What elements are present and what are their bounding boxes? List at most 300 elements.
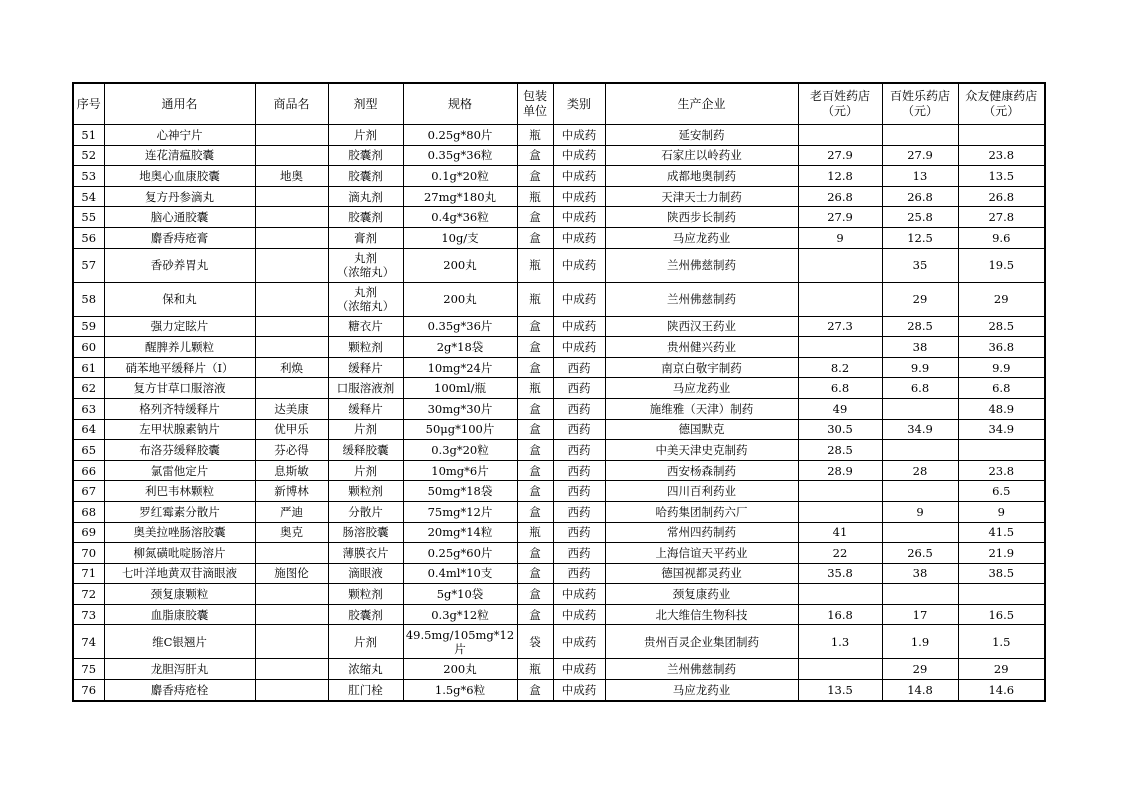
cell-category: 中成药 — [553, 680, 605, 701]
header-index: 序号 — [73, 83, 104, 125]
table-row — [73, 501, 1045, 522]
cell-manufacturer: 兰州佛慈制药 — [605, 248, 798, 282]
cell-manufacturer: 施维雅（天津）制药 — [605, 398, 798, 419]
cell-category: 西药 — [553, 522, 605, 543]
table-row — [73, 680, 1045, 701]
cell-dosage-form: 颗粒剂 — [328, 337, 403, 358]
cell-price-laobaixing: 27.9 — [798, 145, 882, 166]
header-dosage-form: 剂型 — [328, 83, 403, 125]
cell-dosage-form: 丸剂 （浓缩丸） — [328, 248, 403, 282]
cell-index: 76 — [73, 680, 104, 701]
cell-generic-name: 七叶洋地黄双苷滴眼液 — [104, 563, 255, 584]
cell-package-unit: 瓶 — [517, 125, 553, 146]
cell-specification: 27mg*180丸 — [403, 186, 517, 207]
cell-category: 西药 — [553, 543, 605, 564]
cell-brand-name — [255, 680, 328, 701]
cell-brand-name: 地奥 — [255, 166, 328, 187]
cell-price-baixingle: 12.5 — [882, 227, 958, 248]
cell-price-laobaixing: 27.9 — [798, 207, 882, 228]
cell-index: 54 — [73, 186, 104, 207]
cell-package-unit: 瓶 — [517, 659, 553, 680]
cell-price-laobaixing: 6.8 — [798, 378, 882, 399]
cell-price-zhongyou: 9 — [958, 501, 1045, 522]
cell-price-baixingle: 13 — [882, 166, 958, 187]
cell-price-laobaixing: 26.8 — [798, 186, 882, 207]
cell-price-baixingle: 26.5 — [882, 543, 958, 564]
cell-dosage-form: 片剂 — [328, 460, 403, 481]
cell-dosage-form: 肠溶胶囊 — [328, 522, 403, 543]
cell-price-zhongyou: 23.8 — [958, 460, 1045, 481]
cell-price-laobaixing: 16.8 — [798, 604, 882, 625]
cell-index: 70 — [73, 543, 104, 564]
cell-specification: 30mg*30片 — [403, 398, 517, 419]
header-category: 类别 — [553, 83, 605, 125]
cell-price-zhongyou: 41.5 — [958, 522, 1045, 543]
cell-dosage-form: 滴眼液 — [328, 563, 403, 584]
cell-dosage-form: 膏剂 — [328, 227, 403, 248]
cell-category: 西药 — [553, 440, 605, 461]
cell-category: 西药 — [553, 378, 605, 399]
cell-price-zhongyou: 9.6 — [958, 227, 1045, 248]
cell-dosage-form: 缓释胶囊 — [328, 440, 403, 461]
cell-price-baixingle: 9.9 — [882, 357, 958, 378]
cell-price-baixingle — [882, 481, 958, 502]
cell-brand-name: 利焕 — [255, 357, 328, 378]
cell-index: 75 — [73, 659, 104, 680]
cell-dosage-form: 滴丸剂 — [328, 186, 403, 207]
cell-dosage-form: 胶囊剂 — [328, 207, 403, 228]
cell-dosage-form: 胶囊剂 — [328, 604, 403, 625]
cell-category: 中成药 — [553, 207, 605, 228]
cell-price-zhongyou: 29 — [958, 282, 1045, 316]
cell-package-unit: 盒 — [517, 501, 553, 522]
cell-price-laobaixing — [798, 282, 882, 316]
cell-brand-name — [255, 378, 328, 399]
cell-brand-name: 严迪 — [255, 501, 328, 522]
cell-brand-name: 息斯敏 — [255, 460, 328, 481]
cell-package-unit: 盒 — [517, 543, 553, 564]
cell-index: 60 — [73, 337, 104, 358]
table-row — [73, 186, 1045, 207]
cell-index: 59 — [73, 316, 104, 337]
cell-index: 57 — [73, 248, 104, 282]
cell-index: 51 — [73, 125, 104, 146]
cell-specification: 10mg*6片 — [403, 460, 517, 481]
cell-package-unit: 瓶 — [517, 282, 553, 316]
table-row — [73, 398, 1045, 419]
cell-price-baixingle: 6.8 — [882, 378, 958, 399]
header-price-baixingle: 百姓乐药店 （元） — [882, 83, 958, 125]
cell-package-unit: 瓶 — [517, 248, 553, 282]
cell-price-zhongyou: 23.8 — [958, 145, 1045, 166]
cell-generic-name: 氯雷他定片 — [104, 460, 255, 481]
cell-price-laobaixing: 28.5 — [798, 440, 882, 461]
cell-price-zhongyou: 6.8 — [958, 378, 1045, 399]
cell-specification: 5g*10袋 — [403, 584, 517, 605]
cell-price-zhongyou: 29 — [958, 659, 1045, 680]
cell-category: 中成药 — [553, 337, 605, 358]
cell-package-unit: 盒 — [517, 680, 553, 701]
cell-brand-name — [255, 186, 328, 207]
cell-price-laobaixing — [798, 125, 882, 146]
table-body — [73, 125, 1045, 701]
cell-category: 中成药 — [553, 166, 605, 187]
cell-category: 西药 — [553, 460, 605, 481]
cell-manufacturer: 成都地奥制药 — [605, 166, 798, 187]
cell-brand-name — [255, 604, 328, 625]
cell-manufacturer: 西安杨森制药 — [605, 460, 798, 481]
cell-manufacturer: 常州四药制药 — [605, 522, 798, 543]
cell-package-unit: 袋 — [517, 625, 553, 659]
cell-generic-name: 麝香痔疮膏 — [104, 227, 255, 248]
cell-category: 西药 — [553, 501, 605, 522]
cell-index: 56 — [73, 227, 104, 248]
cell-brand-name — [255, 316, 328, 337]
cell-brand-name — [255, 625, 328, 659]
cell-generic-name: 保和丸 — [104, 282, 255, 316]
cell-dosage-form: 缓释片 — [328, 357, 403, 378]
cell-price-zhongyou: 16.5 — [958, 604, 1045, 625]
cell-price-zhongyou — [958, 440, 1045, 461]
cell-package-unit: 盒 — [517, 145, 553, 166]
cell-category: 中成药 — [553, 145, 605, 166]
cell-price-laobaixing: 8.2 — [798, 357, 882, 378]
cell-price-baixingle: 29 — [882, 282, 958, 316]
cell-brand-name — [255, 584, 328, 605]
cell-specification: 200丸 — [403, 282, 517, 316]
cell-generic-name: 利巴韦林颗粒 — [104, 481, 255, 502]
cell-price-laobaixing — [798, 481, 882, 502]
cell-package-unit: 盒 — [517, 584, 553, 605]
cell-price-baixingle: 14.8 — [882, 680, 958, 701]
cell-index: 58 — [73, 282, 104, 316]
cell-brand-name — [255, 227, 328, 248]
table-row — [73, 659, 1045, 680]
cell-price-zhongyou: 14.6 — [958, 680, 1045, 701]
cell-price-laobaixing: 12.8 — [798, 166, 882, 187]
cell-brand-name: 达美康 — [255, 398, 328, 419]
cell-manufacturer: 陕西步长制药 — [605, 207, 798, 228]
cell-price-laobaixing: 1.3 — [798, 625, 882, 659]
cell-index: 63 — [73, 398, 104, 419]
table-row — [73, 207, 1045, 228]
cell-category: 西药 — [553, 481, 605, 502]
cell-category: 中成药 — [553, 316, 605, 337]
table-row — [73, 584, 1045, 605]
table-row — [73, 248, 1045, 282]
cell-price-laobaixing — [798, 501, 882, 522]
cell-dosage-form: 丸剂 （浓缩丸） — [328, 282, 403, 316]
cell-generic-name: 香砂养胃丸 — [104, 248, 255, 282]
cell-category: 中成药 — [553, 248, 605, 282]
cell-specification: 0.35g*36粒 — [403, 145, 517, 166]
cell-specification: 0.3g*20粒 — [403, 440, 517, 461]
cell-manufacturer: 德国默克 — [605, 419, 798, 440]
cell-price-zhongyou: 9.9 — [958, 357, 1045, 378]
cell-generic-name: 左甲状腺素钠片 — [104, 419, 255, 440]
cell-specification: 0.4ml*10支 — [403, 563, 517, 584]
cell-package-unit: 盒 — [517, 316, 553, 337]
cell-dosage-form: 颗粒剂 — [328, 584, 403, 605]
cell-price-zhongyou: 28.5 — [958, 316, 1045, 337]
cell-specification: 200丸 — [403, 248, 517, 282]
cell-manufacturer: 贵州百灵企业集团制药 — [605, 625, 798, 659]
cell-brand-name — [255, 207, 328, 228]
cell-price-zhongyou: 13.5 — [958, 166, 1045, 187]
cell-index: 67 — [73, 481, 104, 502]
cell-manufacturer: 北大维信生物科技 — [605, 604, 798, 625]
cell-index: 72 — [73, 584, 104, 605]
table-row — [73, 460, 1045, 481]
cell-specification: 200丸 — [403, 659, 517, 680]
cell-price-baixingle: 29 — [882, 659, 958, 680]
header-row — [73, 83, 1045, 125]
table-row — [73, 440, 1045, 461]
header-package-unit: 包装 单位 — [517, 83, 553, 125]
table-row — [73, 378, 1045, 399]
table-row — [73, 604, 1045, 625]
table-row — [73, 145, 1045, 166]
cell-price-baixingle — [882, 522, 958, 543]
cell-manufacturer: 兰州佛慈制药 — [605, 282, 798, 316]
cell-manufacturer: 兰州佛慈制药 — [605, 659, 798, 680]
cell-price-zhongyou: 48.9 — [958, 398, 1045, 419]
cell-specification: 1.5g*6粒 — [403, 680, 517, 701]
cell-price-laobaixing: 22 — [798, 543, 882, 564]
cell-category: 西药 — [553, 398, 605, 419]
cell-dosage-form: 片剂 — [328, 419, 403, 440]
cell-package-unit: 盒 — [517, 563, 553, 584]
cell-brand-name — [255, 248, 328, 282]
cell-category: 中成药 — [553, 584, 605, 605]
cell-category: 中成药 — [553, 227, 605, 248]
cell-specification: 0.4g*36粒 — [403, 207, 517, 228]
cell-category: 中成药 — [553, 282, 605, 316]
cell-package-unit: 盒 — [517, 419, 553, 440]
cell-index: 62 — [73, 378, 104, 399]
cell-specification: 0.35g*36片 — [403, 316, 517, 337]
cell-price-laobaixing: 28.9 — [798, 460, 882, 481]
cell-brand-name — [255, 337, 328, 358]
cell-specification: 0.25g*80片 — [403, 125, 517, 146]
table-row — [73, 125, 1045, 146]
cell-price-laobaixing: 13.5 — [798, 680, 882, 701]
cell-price-laobaixing — [798, 248, 882, 282]
cell-generic-name: 龙胆泻肝丸 — [104, 659, 255, 680]
cell-manufacturer: 天津天士力制药 — [605, 186, 798, 207]
cell-manufacturer: 颈复康药业 — [605, 584, 798, 605]
cell-package-unit: 盒 — [517, 460, 553, 481]
cell-price-baixingle: 25.8 — [882, 207, 958, 228]
cell-category: 中成药 — [553, 125, 605, 146]
cell-price-zhongyou: 36.8 — [958, 337, 1045, 358]
table-row — [73, 419, 1045, 440]
table-row — [73, 543, 1045, 564]
cell-index: 69 — [73, 522, 104, 543]
cell-generic-name: 罗红霉素分散片 — [104, 501, 255, 522]
cell-brand-name: 施图伦 — [255, 563, 328, 584]
table-row — [73, 625, 1045, 659]
cell-generic-name: 强力定眩片 — [104, 316, 255, 337]
cell-package-unit: 盒 — [517, 398, 553, 419]
cell-index: 68 — [73, 501, 104, 522]
cell-price-baixingle: 9 — [882, 501, 958, 522]
cell-manufacturer: 上海信谊天平药业 — [605, 543, 798, 564]
cell-price-laobaixing: 30.5 — [798, 419, 882, 440]
cell-index: 74 — [73, 625, 104, 659]
cell-specification: 100ml/瓶 — [403, 378, 517, 399]
header-generic-name: 通用名 — [104, 83, 255, 125]
cell-manufacturer: 南京白敬宇制药 — [605, 357, 798, 378]
cell-package-unit: 盒 — [517, 604, 553, 625]
cell-price-zhongyou: 27.8 — [958, 207, 1045, 228]
cell-price-baixingle — [882, 584, 958, 605]
cell-price-laobaixing — [798, 584, 882, 605]
cell-generic-name: 奥美拉唑肠溶胶囊 — [104, 522, 255, 543]
cell-price-baixingle: 38 — [882, 337, 958, 358]
cell-dosage-form: 浓缩丸 — [328, 659, 403, 680]
cell-package-unit: 瓶 — [517, 378, 553, 399]
cell-package-unit: 盒 — [517, 166, 553, 187]
cell-manufacturer: 贵州健兴药业 — [605, 337, 798, 358]
cell-price-baixingle — [882, 440, 958, 461]
cell-dosage-form: 胶囊剂 — [328, 166, 403, 187]
cell-price-laobaixing — [798, 337, 882, 358]
cell-manufacturer: 延安制药 — [605, 125, 798, 146]
cell-manufacturer: 德国视都灵药业 — [605, 563, 798, 584]
cell-price-laobaixing: 49 — [798, 398, 882, 419]
cell-generic-name: 醒脾养儿颗粒 — [104, 337, 255, 358]
header-price-zhongyou: 众友健康药店 （元） — [958, 83, 1045, 125]
cell-price-baixingle: 28 — [882, 460, 958, 481]
cell-price-laobaixing — [798, 659, 882, 680]
cell-manufacturer: 中美天津史克制药 — [605, 440, 798, 461]
cell-category: 中成药 — [553, 186, 605, 207]
cell-generic-name: 维C银翘片 — [104, 625, 255, 659]
cell-index: 71 — [73, 563, 104, 584]
cell-brand-name — [255, 543, 328, 564]
cell-price-baixingle: 38 — [882, 563, 958, 584]
cell-specification: 20mg*14粒 — [403, 522, 517, 543]
cell-package-unit: 瓶 — [517, 186, 553, 207]
cell-category: 西药 — [553, 357, 605, 378]
cell-index: 55 — [73, 207, 104, 228]
cell-dosage-form: 糖衣片 — [328, 316, 403, 337]
cell-specification: 0.3g*12粒 — [403, 604, 517, 625]
cell-brand-name — [255, 145, 328, 166]
cell-brand-name: 奥克 — [255, 522, 328, 543]
cell-specification: 0.1g*20粒 — [403, 166, 517, 187]
cell-manufacturer: 哈药集团制药六厂 — [605, 501, 798, 522]
cell-index: 61 — [73, 357, 104, 378]
table-row — [73, 563, 1045, 584]
cell-package-unit: 盒 — [517, 207, 553, 228]
cell-generic-name: 地奥心血康胶囊 — [104, 166, 255, 187]
cell-dosage-form: 胶囊剂 — [328, 145, 403, 166]
cell-price-laobaixing: 41 — [798, 522, 882, 543]
cell-package-unit: 盒 — [517, 481, 553, 502]
cell-category: 西药 — [553, 563, 605, 584]
cell-generic-name: 格列齐特缓释片 — [104, 398, 255, 419]
cell-category: 西药 — [553, 419, 605, 440]
header-price-laobaixing: 老百姓药店 （元） — [798, 83, 882, 125]
cell-manufacturer: 石家庄以岭药业 — [605, 145, 798, 166]
cell-price-zhongyou: 38.5 — [958, 563, 1045, 584]
table-row — [73, 316, 1045, 337]
cell-price-baixingle: 34.9 — [882, 419, 958, 440]
table-row — [73, 522, 1045, 543]
cell-price-baixingle: 35 — [882, 248, 958, 282]
cell-specification: 10g/支 — [403, 227, 517, 248]
cell-dosage-form: 肛门栓 — [328, 680, 403, 701]
table-row — [73, 337, 1045, 358]
cell-brand-name — [255, 282, 328, 316]
cell-index: 53 — [73, 166, 104, 187]
cell-price-zhongyou — [958, 584, 1045, 605]
cell-price-baixingle — [882, 398, 958, 419]
cell-price-zhongyou: 26.8 — [958, 186, 1045, 207]
cell-package-unit: 盒 — [517, 440, 553, 461]
cell-dosage-form: 口服溶液剂 — [328, 378, 403, 399]
cell-specification: 0.25g*60片 — [403, 543, 517, 564]
header-specification: 规格 — [403, 83, 517, 125]
cell-dosage-form: 缓释片 — [328, 398, 403, 419]
cell-dosage-form: 分散片 — [328, 501, 403, 522]
cell-specification: 10mg*24片 — [403, 357, 517, 378]
cell-index: 66 — [73, 460, 104, 481]
cell-specification: 2g*18袋 — [403, 337, 517, 358]
drug-price-table — [72, 82, 1046, 702]
cell-generic-name: 心神宁片 — [104, 125, 255, 146]
cell-index: 52 — [73, 145, 104, 166]
cell-generic-name: 布洛芬缓释胶囊 — [104, 440, 255, 461]
cell-price-zhongyou: 6.5 — [958, 481, 1045, 502]
header-manufacturer: 生产企业 — [605, 83, 798, 125]
cell-brand-name — [255, 125, 328, 146]
cell-package-unit: 盒 — [517, 357, 553, 378]
cell-manufacturer: 陕西汉王药业 — [605, 316, 798, 337]
table-row — [73, 166, 1045, 187]
cell-manufacturer: 马应龙药业 — [605, 378, 798, 399]
cell-price-baixingle: 1.9 — [882, 625, 958, 659]
cell-brand-name — [255, 659, 328, 680]
cell-category: 中成药 — [553, 625, 605, 659]
cell-manufacturer: 四川百利药业 — [605, 481, 798, 502]
cell-generic-name: 麝香痔疮栓 — [104, 680, 255, 701]
cell-index: 64 — [73, 419, 104, 440]
cell-dosage-form: 薄膜衣片 — [328, 543, 403, 564]
cell-price-laobaixing: 35.8 — [798, 563, 882, 584]
cell-manufacturer: 马应龙药业 — [605, 227, 798, 248]
cell-price-zhongyou: 1.5 — [958, 625, 1045, 659]
cell-specification: 50μg*100片 — [403, 419, 517, 440]
table-row — [73, 357, 1045, 378]
cell-price-zhongyou: 34.9 — [958, 419, 1045, 440]
cell-dosage-form: 片剂 — [328, 125, 403, 146]
cell-generic-name: 脑心通胶囊 — [104, 207, 255, 228]
header-brand-name: 商品名 — [255, 83, 328, 125]
cell-price-zhongyou: 19.5 — [958, 248, 1045, 282]
cell-dosage-form: 片剂 — [328, 625, 403, 659]
cell-price-baixingle — [882, 125, 958, 146]
cell-package-unit: 盒 — [517, 337, 553, 358]
cell-generic-name: 复方甘草口服溶液 — [104, 378, 255, 399]
cell-price-baixingle: 26.8 — [882, 186, 958, 207]
cell-specification: 75mg*12片 — [403, 501, 517, 522]
cell-generic-name: 复方丹参滴丸 — [104, 186, 255, 207]
cell-generic-name: 连花清瘟胶囊 — [104, 145, 255, 166]
cell-specification: 50mg*18袋 — [403, 481, 517, 502]
